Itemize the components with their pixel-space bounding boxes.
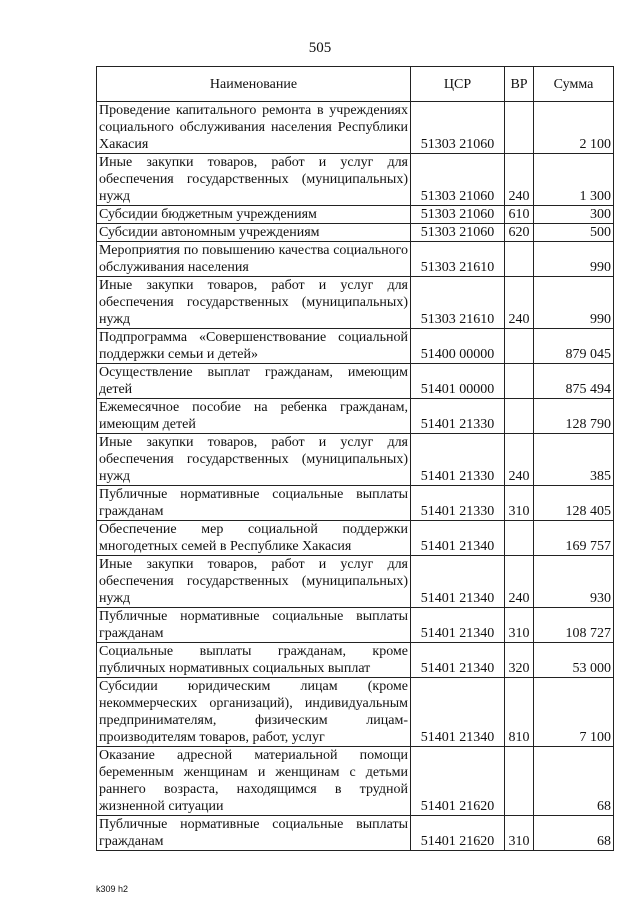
cell-name: Ежемесячное пособие на ребенка гражданам, имеющим детей (97, 399, 411, 434)
footer-code: k309 h2 (96, 884, 129, 894)
cell-csr: 51303 21060 (411, 154, 505, 206)
table-body (97, 102, 614, 851)
header-csr: ЦСР (411, 67, 505, 102)
cell-vr: 310 (505, 608, 534, 643)
cell-vr: 240 (505, 434, 534, 486)
cell-csr: 51303 21060 (411, 102, 505, 154)
cell-name: Иные закупки товаров, работ и услуг для обеспечения государственных (муниципальных) нужд (97, 154, 411, 206)
cell-sum: 300 (534, 206, 614, 224)
page-number: 505 (308, 40, 332, 56)
cell-csr: 51401 21620 (411, 747, 505, 816)
table-row (97, 224, 614, 242)
cell-csr: 51401 21330 (411, 486, 505, 521)
cell-sum: 930 (534, 556, 614, 608)
table-row (97, 242, 614, 277)
table-row (97, 816, 614, 851)
cell-sum: 68 (534, 816, 614, 851)
cell-vr: 810 (505, 678, 534, 747)
cell-name: Субсидии юридическим лицам (кроме некоммерческих организаций), индивидуальным предпринимателям, физическим лицам-производителям товаров, работ, услуг (97, 678, 411, 747)
cell-sum: 2 100 (534, 102, 614, 154)
cell-vr (505, 399, 534, 434)
cell-sum: 53 000 (534, 643, 614, 678)
table-row (97, 206, 614, 224)
cell-sum: 128 790 (534, 399, 614, 434)
cell-csr: 51303 21610 (411, 242, 505, 277)
cell-name: Осуществление выплат гражданам, имеющим детей (97, 364, 411, 399)
table-row (97, 434, 614, 486)
cell-vr: 320 (505, 643, 534, 678)
table-row (97, 486, 614, 521)
header-vr: ВР (505, 67, 534, 102)
cell-csr: 51401 21340 (411, 521, 505, 556)
cell-sum: 990 (534, 242, 614, 277)
cell-vr (505, 242, 534, 277)
cell-name: Иные закупки товаров, работ и услуг для обеспечения государственных (муниципальных) нужд (97, 556, 411, 608)
cell-vr: 610 (505, 206, 534, 224)
table-row (97, 154, 614, 206)
cell-sum: 500 (534, 224, 614, 242)
cell-vr (505, 747, 534, 816)
cell-csr: 51401 21330 (411, 434, 505, 486)
cell-sum: 128 405 (534, 486, 614, 521)
cell-sum: 1 300 (534, 154, 614, 206)
table-row (97, 556, 614, 608)
budget-table (96, 66, 614, 851)
cell-vr: 310 (505, 816, 534, 851)
cell-csr: 51303 21610 (411, 277, 505, 329)
cell-csr: 51401 00000 (411, 364, 505, 399)
table-row (97, 364, 614, 399)
cell-name: Проведение капитального ремонта в учреждениях социального обслуживания населения Республики Хакасия (97, 102, 411, 154)
cell-name: Публичные нормативные социальные выплаты гражданам (97, 486, 411, 521)
cell-csr: 51401 21330 (411, 399, 505, 434)
cell-name: Публичные нормативные социальные выплаты гражданам (97, 816, 411, 851)
cell-sum: 990 (534, 277, 614, 329)
cell-csr: 51303 21060 (411, 224, 505, 242)
cell-csr: 51401 21620 (411, 816, 505, 851)
header-row (97, 67, 614, 102)
cell-sum: 108 727 (534, 608, 614, 643)
cell-csr: 51401 21340 (411, 678, 505, 747)
table-row (97, 521, 614, 556)
cell-csr: 51400 00000 (411, 329, 505, 364)
cell-vr (505, 329, 534, 364)
table-row (97, 643, 614, 678)
cell-vr (505, 102, 534, 154)
cell-sum: 875 494 (534, 364, 614, 399)
cell-name: Иные закупки товаров, работ и услуг для обеспечения государственных (муниципальных) нужд (97, 277, 411, 329)
cell-sum: 879 045 (534, 329, 614, 364)
table-row (97, 329, 614, 364)
table-row (97, 399, 614, 434)
cell-sum: 7 100 (534, 678, 614, 747)
cell-sum: 169 757 (534, 521, 614, 556)
cell-sum: 68 (534, 747, 614, 816)
cell-name: Оказание адресной материальной помощи беременным женщинам и женщинам с детьми раннего возраста, находящимся в трудной жизненной ситуации (97, 747, 411, 816)
cell-csr: 51401 21340 (411, 643, 505, 678)
cell-csr: 51303 21060 (411, 206, 505, 224)
cell-name: Социальные выплаты гражданам, кроме публичных нормативных социальных выплат (97, 643, 411, 678)
cell-sum: 385 (534, 434, 614, 486)
cell-csr: 51401 21340 (411, 608, 505, 643)
cell-vr (505, 364, 534, 399)
cell-name: Подпрограмма «Совершенствование социальной поддержки семьи и детей» (97, 329, 411, 364)
table-row (97, 102, 614, 154)
cell-vr (505, 521, 534, 556)
cell-name: Публичные нормативные социальные выплаты гражданам (97, 608, 411, 643)
header-sum: Сумма (534, 67, 614, 102)
table-row (97, 277, 614, 329)
cell-name: Мероприятия по повышению качества социального обслуживания населения (97, 242, 411, 277)
cell-vr: 240 (505, 154, 534, 206)
cell-vr: 240 (505, 556, 534, 608)
cell-name: Иные закупки товаров, работ и услуг для обеспечения государственных (муниципальных) нужд (97, 434, 411, 486)
header-name: Наименование (97, 67, 411, 102)
table-row (97, 608, 614, 643)
table-row (97, 747, 614, 816)
cell-vr: 310 (505, 486, 534, 521)
table-row (97, 678, 614, 747)
cell-vr: 620 (505, 224, 534, 242)
cell-vr: 240 (505, 277, 534, 329)
cell-csr: 51401 21340 (411, 556, 505, 608)
cell-name: Обеспечение мер социальной поддержки многодетных семей в Республике Хакасия (97, 521, 411, 556)
cell-name: Субсидии автономным учреждениям (97, 224, 411, 242)
cell-name: Субсидии бюджетным учреждениям (97, 206, 411, 224)
